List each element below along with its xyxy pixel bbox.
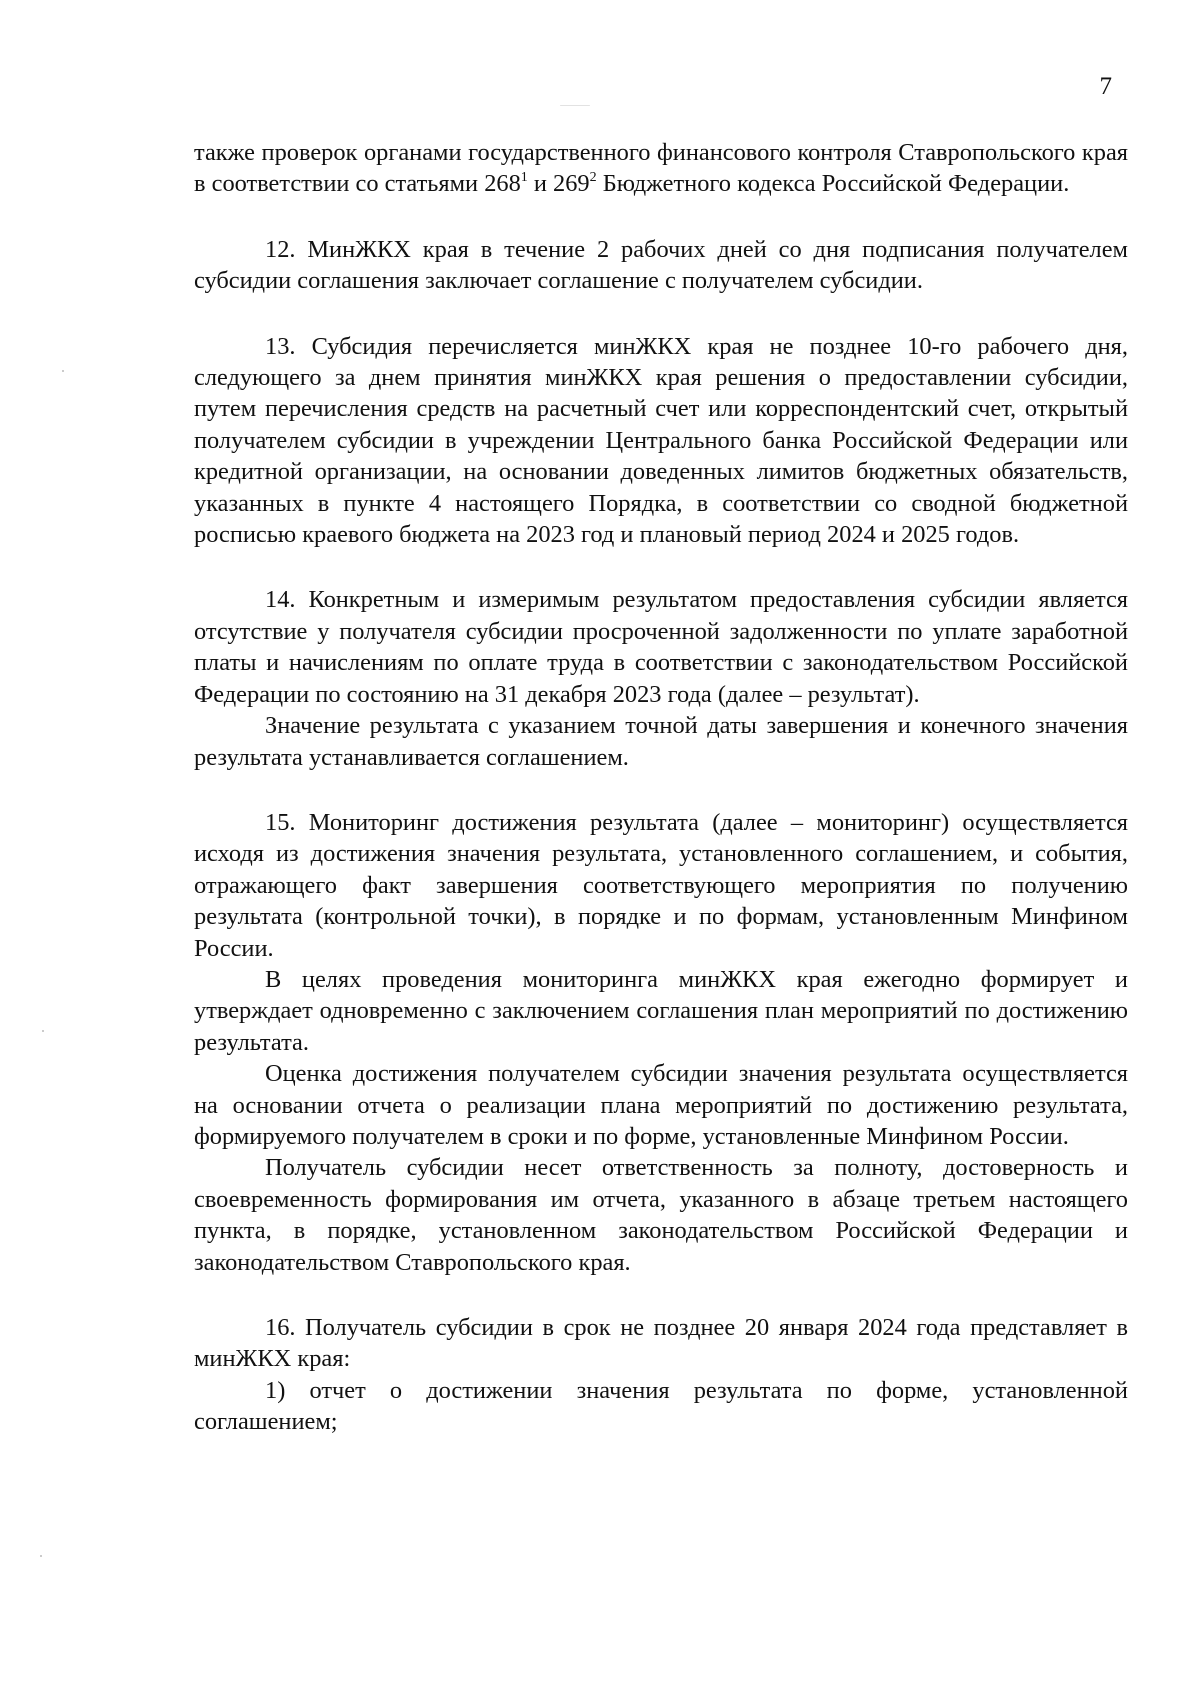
paragraph-12: 12. МинЖКХ края в течение 2 рабочих дней со дня подписания получателем субсидии соглашения заключает соглашение с получателем субсидии. [194,235,1128,295]
paragraph-16: 16. Получатель субсидии в срок не позднее 20 января 2024 года представляет в минЖКХ края: [194,1314,1128,1373]
paragraph-15-responsibility: Получатель субсидии несет ответственность за полноту, достоверность и своевременность формирования им отчета, указанного в абзаце третьем настоящего пункта, в порядке, установленном законодательством Российской Федерации и законодательством Ставропольского края. [194,1154,1128,1276]
intro-text-part3: Бюджетного кодекса Российской Федерации. [596,170,1070,198]
paragraph-15-assessment: Оценка достижения получателем субсидии значения результата осуществляется на основании отчета о реализации плана мероприятий по достижению результата, формируемого получателем в сроки и по форме, установленные Минфином России. [194,1060,1128,1150]
page-number: 7 [1099,73,1112,100]
intro-paragraph [194,137,1128,200]
scan-artifact [40,1555,42,1557]
superscript-2: 2 [589,170,597,186]
paragraph-14-continuation: Значение результата с указанием точной даты завершения и конечного значения результата устанавливается соглашением. [194,712,1128,771]
intro-text-part2: и 269 [527,170,590,198]
superscript-1: 1 [520,170,528,186]
intro-text-part1: также проверок органами государственного финансового контроля Ставропольского края в соответствии со статьями 268 [194,139,1128,198]
paragraph-15-monitoring-plan: В целях проведения мониторинга минЖКХ края ежегодно формирует и утверждает одновременно с заключением соглашения план мероприятий по достижению результата. [194,965,1128,1056]
document-body [194,137,1128,1438]
scan-artifact [62,370,64,372]
scan-artifact [42,1030,44,1032]
paragraph-13: 13. Субсидия перечисляется минЖКХ края не позднее 10-го рабочего дня, следующего за днем принятия минЖКХ края решения о предоставлении субсидии, путем перечисления средств на расчетный счет или корреспондентский счет, открытый получателем субсидии в учреждении Центрального банка Российской Федерации или кредитной организации, на основании доведенных лимитов бюджетных обязательств, указанных в пункте 4 настоящего Порядка, в соответствии со сводной бюджетной росписью краевого бюджета на 2023 год и плановый период 2024 и 2025 годов. [194,332,1128,549]
paragraph-14: 14. Конкретным и измеримым результатом предоставления субсидии является отсутствие у получателя субсидии просроченной задолженности по уплате заработной платы и начислениям по оплате труда в соответствии с законодательством Российской Федерации по состоянию на 31 декабря 2023 года (далее – результат). [194,586,1128,708]
scan-artifact [560,105,590,106]
paragraph-16-item-1: 1) отчет о достижении значения результата по форме, установленной соглашением; [194,1376,1128,1436]
paragraph-15: 15. Мониторинг достижения результата (далее – мониторинг) осуществляется исходя из достижения значения результата, установленного соглашением, и события, отражающего факт завершения соответствующего мероприятия по получению результата (контрольной точки), в порядке и по формам, установленным Минфином России. [194,808,1128,962]
